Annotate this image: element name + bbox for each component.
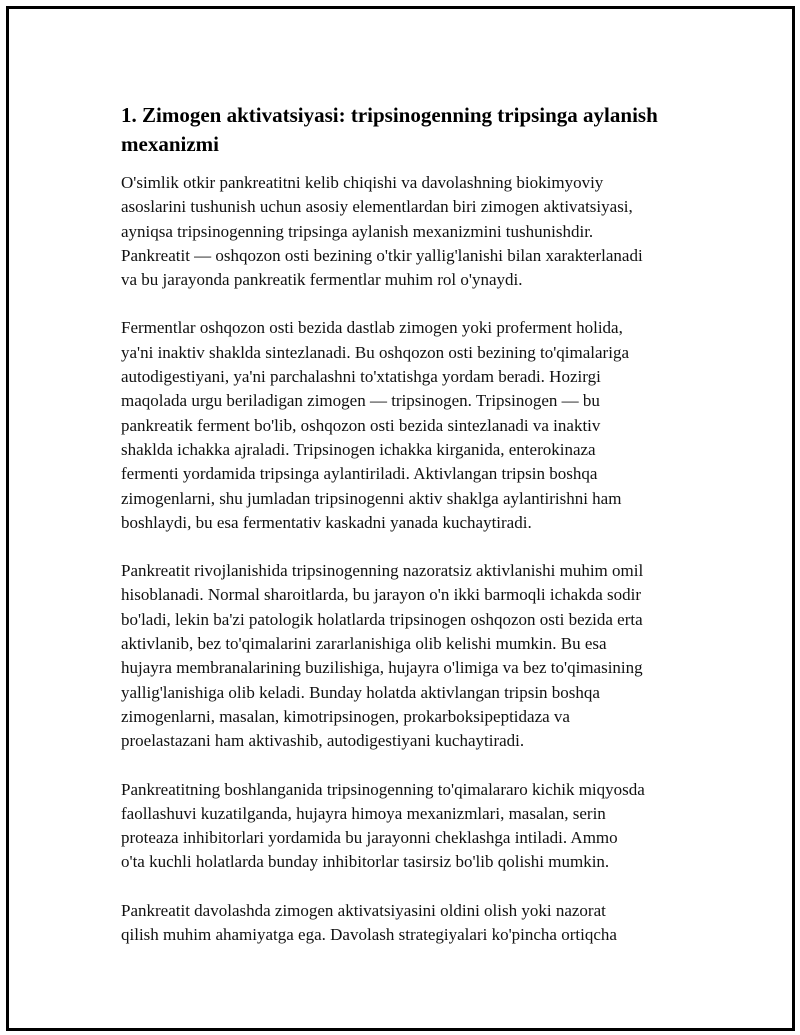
paragraph-3: Pankreatit rivojlanishida tripsinogenning nazoratsiz aktivlanishi muhim omil hisoblanadi. Normal sharoitlarda, bu jarayon o'n ikki barmoqli ichakda sodir bo'ladi, lekin ba'zi patologik holatlarda tripsinogen oshqozon osti bezida erta aktivlanib, bez to'qimalarini zararlanishiga olib kelishi mumkin. Bu esa hujayra membranalarining buzilishiga, hujayra o'limiga va bez to'qimasining yallig'lanishiga olib keladi. Bunday holatda aktivlangan tripsin boshqa zimogenlarni, masalan, kimotripsinogen, prokarboksipeptidaza va proelastazani ham aktivashib, autodigestiyani kuchaytiradi. [121,561,644,751]
section-heading: 1. Zimogen aktivatsiyasi: tripsinogenning tripsinga aylanish mexanizmi [121,103,658,156]
paragraph-2: Fermentlar oshqozon osti bezida dastlab zimogen yoki proferment holida, ya'ni inaktiv shaklda sintezlanadi. Bu oshqozon osti bezining to'qimalariga autodigestiyani, ya'ni parchalashni to'xtatishga yordam beradi. Hozirgi maqolada urgu beriladigan zimogen — tripsinogen. Tripsinogen — bu pankreatik ferment bo'lib, oshqozon osti bezida sintezlanadi va inaktiv shaklda ichakka ajraladi. Tripsinogen ichakka kirganida, enterokinaza fermenti yordamida tripsinga aylantiriladi. Aktivlangan tripsin boshqa zimogenlarni, shu jumladan tripsinogenni aktiv shaklga aylantirishni ham boshlaydi, bu esa fermentativ kaskadni yanada kuchaytiradi. [121,318,629,532]
page-frame [6,6,795,1031]
paragraph-4: Pankreatitning boshlanganida tripsinogenning to'qimalararo kichik miqyosda faollashuvi kuzatilganda, hujayra himoya mexanizmlari, masalan, serin proteaza inhibitorlari yordamida bu jarayonni cheklashga intiladi. Ammo o'ta kuchli holatlarda bunday inhibitorlar tasirsiz bo'lib qolishi mumkin. [121,779,645,872]
paragraph-1: O'simlik otkir pankreatitni kelib chiqishi va davolashning biokimyoviy asoslarini tushunish uchun asosiy elementlardan biri zimogen aktivatsiyasi, ayniqsa tripsinogenning tripsinga aylanish mexanizmini tushunishdir. Pankreatit — oshqozon osti bezining o'tkir yallig'lanishi bilan xarakterlanadi va bu jarayonda pankreatik fermentlar muhim rol o'ynaydi. [121,173,643,290]
paragraph-5: Pankreatit davolashda zimogen aktivatsiyasini oldini olish yoki nazorat qilish muhim ahamiyatga ega. Davolash strategiyalari ko'pincha ortiqcha [121,900,617,945]
document-body [121,101,696,971]
